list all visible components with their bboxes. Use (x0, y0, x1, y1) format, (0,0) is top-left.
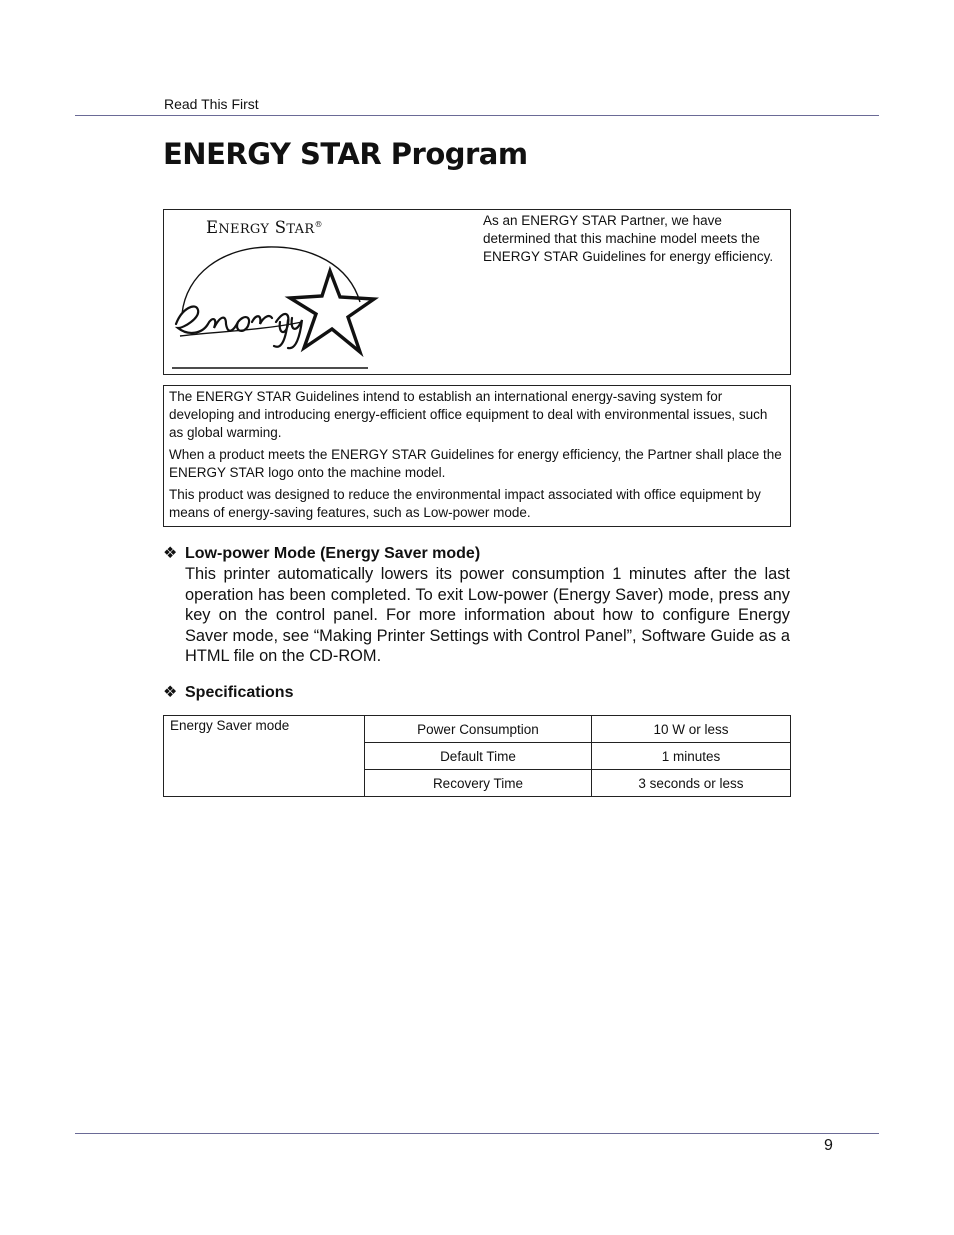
page-title: ENERGY STAR Program (163, 137, 528, 171)
spec-label-cell: Recovery Time (365, 770, 592, 797)
spec-value-cell: 10 W or less (591, 716, 790, 743)
table-row (164, 716, 791, 743)
svg-text:ENERGY STAR®: ENERGY STAR® (206, 218, 323, 237)
page-number: 9 (824, 1137, 833, 1154)
guidelines-box (163, 385, 791, 527)
running-head: Read This First (164, 96, 259, 112)
energy-star-logo (164, 210, 380, 374)
low-power-description: This printer automatically lowers its power consumption 1 minutes after the last operation has been completed. To exit Low-power (Energy Saver) mode, press any key on the control panel. For more information about how to configure Energy Saver mode, see “Making Printer Settings with Control Panel”, Software Guide as a HTML file on the CD-ROM. (185, 565, 790, 665)
spec-label-cell: Default Time (365, 743, 592, 770)
diamond-bullet-icon: ❖ (163, 684, 178, 701)
spec-label-cell: Power Consumption (365, 716, 592, 743)
guidelines-paragraph: When a product meets the ENERGY STAR Guidelines for energy efficiency, the Partner shall place the ENERGY STAR logo onto the machine model. (169, 447, 782, 480)
spec-value-cell: 3 seconds or less (591, 770, 790, 797)
spec-value-cell: 1 minutes (591, 743, 790, 770)
energy-star-box (163, 209, 791, 375)
header-rule (75, 115, 879, 116)
section-heading-text: Low-power Mode (Energy Saver mode) (185, 545, 481, 562)
guidelines-paragraph: The ENERGY STAR Guidelines intend to establish an international energy-saving system for developing and introducing energy-efficient office equipment to deal with environmental issues, such as global warming. (169, 389, 768, 440)
specifications-table (163, 715, 791, 797)
section-heading-low-power (163, 543, 480, 563)
partner-statement: As an ENERGY STAR Partner, we have determined that this machine model meets the ENERGY STAR Guidelines for energy efficiency. (483, 213, 774, 264)
section-heading-text: Specifications (185, 684, 294, 701)
guidelines-paragraph: This product was designed to reduce the environmental impact associated with office equipment by means of energy-saving features, such as Low-power mode. (169, 487, 761, 520)
mode-cell: Energy Saver mode (164, 716, 365, 797)
diamond-bullet-icon: ❖ (163, 545, 178, 562)
footer-rule (75, 1133, 879, 1134)
section-heading-specifications (163, 682, 293, 702)
